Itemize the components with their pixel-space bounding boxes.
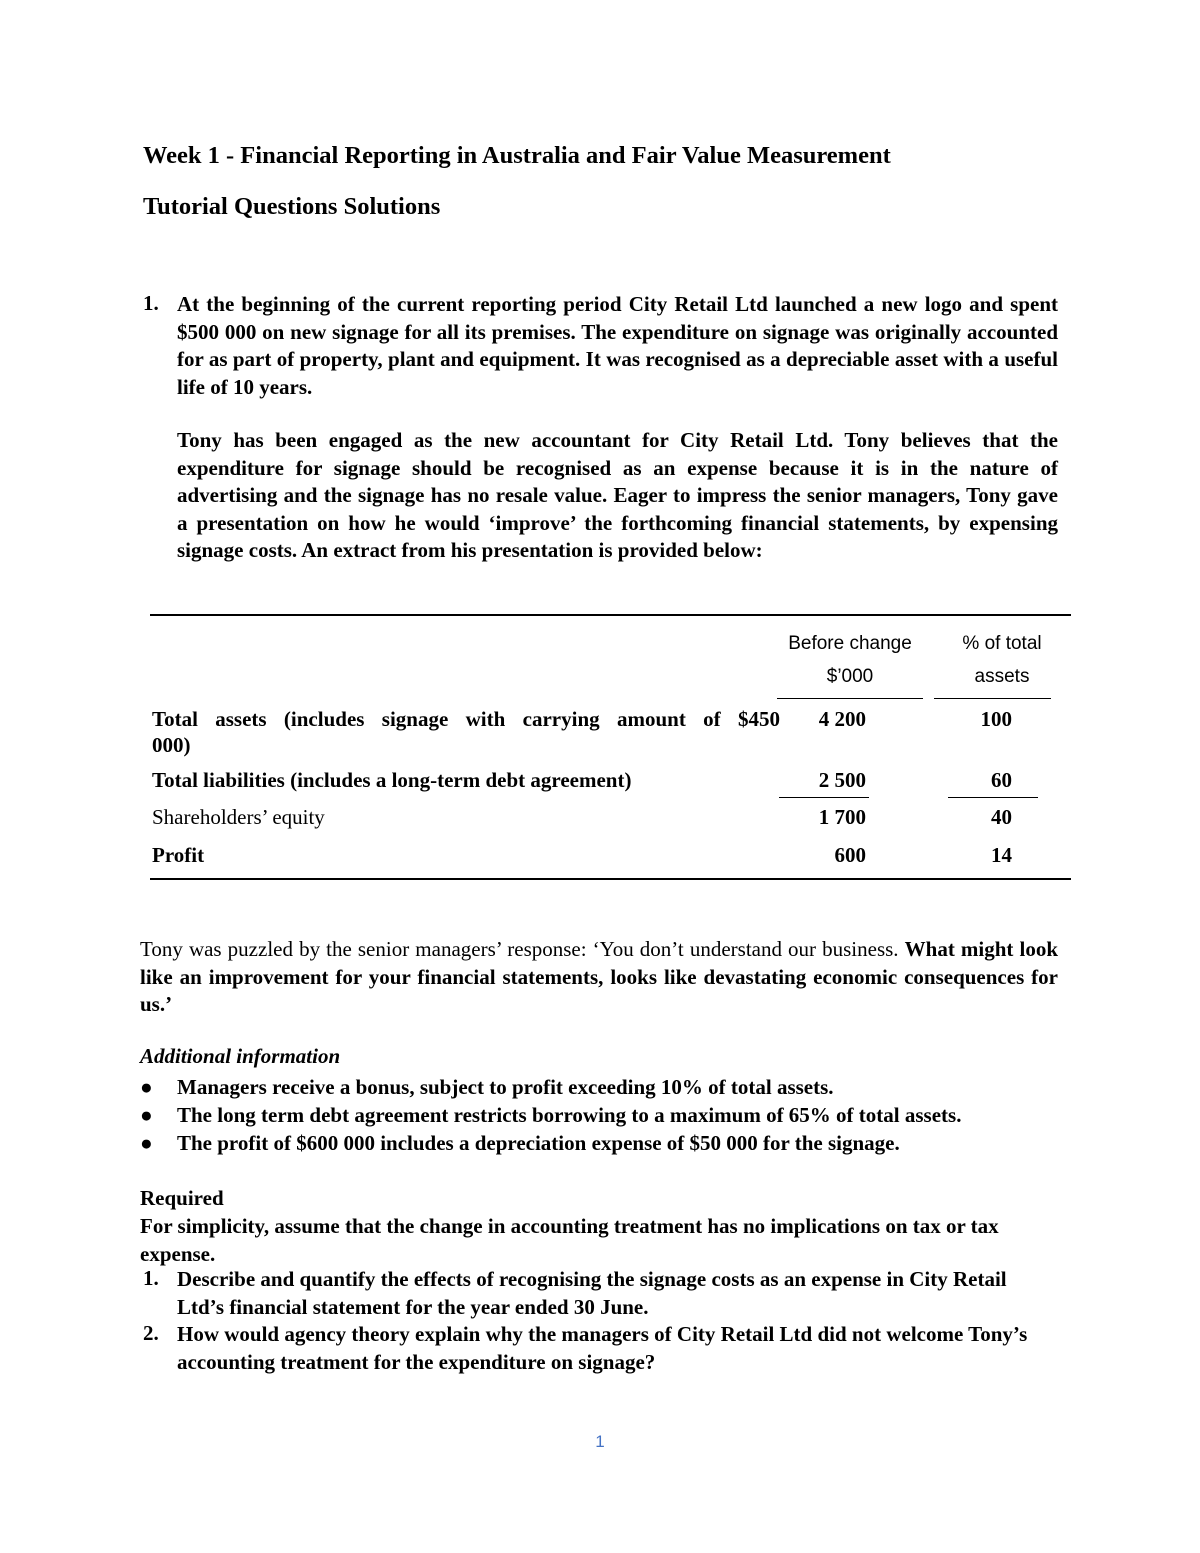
table-header-percent-total-assets [932,627,1072,693]
response-line-1: Tony was puzzled by the senior managers’ response: ‘You don’t understand our business. [140,937,899,961]
list-item [140,1101,961,1129]
bullet-icon: ● [140,1103,153,1127]
bullet-text: The profit of $600 000 includes a depreciation expense of $50 000 for the signage. [177,1131,900,1155]
bullet-text: Managers receive a bonus, subject to profit exceeding 10% of total assets. [177,1075,834,1099]
bullet-text: The long term debt agreement restricts borrowing to a maximum of 65% of total assets. [177,1103,962,1127]
bullet-icon: ● [140,1075,153,1099]
table-header-before-change [770,627,930,693]
subtotal-rule-2 [948,797,1038,798]
table-row-total-assets-percent: 100 [980,707,1012,731]
managers-response-paragraph [140,936,1058,1019]
required-item-number: 2. [143,1321,159,1345]
bullet-icon: ● [140,1131,153,1155]
page-title: Week 1 - Financial Reporting in Australia and Fair Value Measurement [143,142,891,169]
table-bottom-rule [150,878,1071,880]
required-item-number: 1. [143,1266,159,1290]
table-row-total-assets-label-cont: 000) [152,733,191,757]
table-header-percent-line1: % of total [962,633,1042,654]
header-underline-1 [777,698,923,699]
table-row-total-liabilities-value: 2 500 [818,768,866,792]
required-item-text: How would agency theory explain why the managers of City Retail Ltd did not welcome Tony’s accounting treatment for the expenditure on signage? [177,1322,1028,1374]
list-item [140,1129,900,1157]
table-top-rule [150,614,1071,616]
subtotal-rule-1 [779,797,869,798]
table-row-total-assets-value: 4 200 [818,707,866,731]
page-subtitle: Tutorial Questions Solutions [143,193,441,220]
question-paragraph-2: Tony has been engaged as the new accountant for City Retail Ltd. Tony believes that the expenditure for signage should be recognised as an expense because it is in the nature of advertising and the signage has no resale value. Eager to impress the senior managers, Tony gave a presentation on how he would ‘improve’ the forthcoming financial statements, by expensing signage costs. An extract from his presentation is provided below: [177,428,1058,562]
table-header-before-change-line1: Before change [788,633,912,654]
question-number: 1. [143,291,159,315]
table-header-percent-line2: assets [974,666,1030,687]
table-row-equity-label: Shareholders’ equity [152,805,325,829]
table-row-profit-percent: 14 [991,843,1012,867]
page-number: 1 [595,1432,605,1451]
table-row-equity-value: 1 700 [818,805,866,829]
required-item-text: Describe and quantify the effects of recognising the signage costs as an expense in City Retail Ltd’s financial statement for the year ended 30 June. [177,1267,1007,1319]
response-line-2: What might look like an improvement for your financial statements, looks like devastating economic consequences for us.’ [140,937,1059,1016]
table-row-total-liabilities-label: Total liabilities (includes a long-term debt agreement) [152,768,632,792]
header-underline-2 [934,698,1051,699]
required-assumption: For simplicity, assume that the change in accounting treatment has no implications on tax or tax expense. [140,1214,999,1266]
table-row-profit-label: Profit [152,843,205,867]
table-row-profit-value: 600 [834,843,866,867]
additional-information-heading: Additional information [140,1044,341,1068]
question-paragraph-1: At the beginning of the current reporting period City Retail Ltd launched a new logo and spent $500 000 on new signage for all its premises. The expenditure on signage was originally accounted for as part of property, plant and equipment. It was recognised as a depreciable asset with a useful life of 10 years. [177,292,1058,399]
table-row-total-assets-label: Total assets (includes signage with carrying amount of $450 [152,707,780,731]
table-header-before-change-line2: $’000 [826,666,874,687]
required-heading: Required [140,1186,224,1210]
list-item [140,1073,834,1101]
table-row-equity-percent: 40 [991,805,1012,829]
table-row-total-liabilities-percent: 60 [991,768,1012,792]
